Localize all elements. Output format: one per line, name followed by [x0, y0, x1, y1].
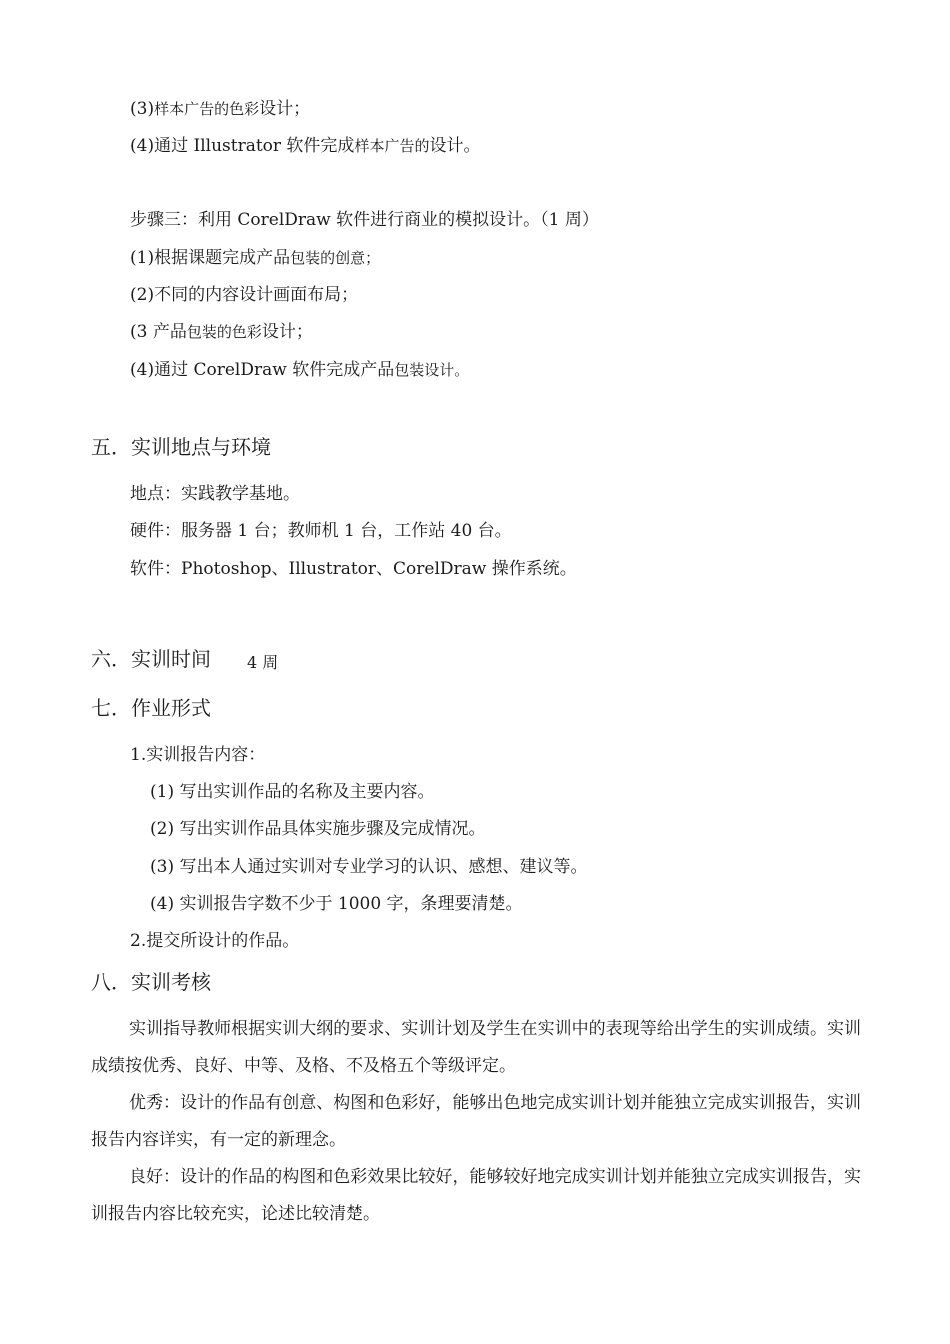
section7-sub2: (2) 写出实训作品具体实施步骤及完成情况。	[150, 819, 486, 839]
step2-item4-rest: 设计。	[429, 136, 481, 156]
step3-item1	[130, 246, 380, 270]
section5-heading: 五．实训地点与环境	[91, 435, 271, 459]
step3-item3	[130, 320, 313, 344]
section8-para2: 优秀：设计的作品有创意、构图和色彩好，能够出色地完成实训计划并能独立完成实训报告，实训报告内容详实，有一定的新理念。	[91, 1093, 861, 1150]
section5-hardware: 硬件：服务器 1 台；教师机 1 台，工作站 40 台。	[130, 521, 512, 541]
step3-item2: (2)不同的内容设计画面布局；	[130, 285, 359, 305]
step2-item3-rest: 设计；	[259, 99, 311, 119]
step3-item4-main: (4)通过 CorelDraw 软件完成产品	[130, 360, 395, 380]
section7-item1: 1.实训报告内容：	[130, 745, 266, 765]
step3-item1-small: 包装的创意；	[290, 249, 381, 267]
section5-location: 地点：实践教学基地。	[130, 484, 300, 504]
section8-heading: 八．实训考核	[91, 970, 211, 994]
step3-title: 步骤三：利用 CorelDraw 软件进行商业的模拟设计。（1 周）	[130, 210, 599, 230]
step3-item4-small: 包装设计。	[394, 361, 470, 379]
section6-value: 4 周	[247, 653, 279, 672]
section6-heading: 六．实训时间	[91, 647, 211, 671]
step2-item3	[130, 97, 310, 121]
section8-para3: 良好：设计的作品的构图和色彩效果比较好，能够较好地完成实训计划并能独立完成实训报告，实训报告内容比较充实，论述比较清楚。	[91, 1167, 861, 1224]
section7-sub3: (3) 写出本人通过实训对专业学习的认识、感想、建议等。	[150, 857, 588, 877]
step3-item1-main: (1)根据课题完成产品	[130, 248, 291, 268]
step2-item4-small: 样本广告的	[354, 137, 430, 155]
step3-item4	[130, 358, 469, 382]
section5-software: 软件：Photoshop、Illustrator、CorelDraw 操作系统。	[130, 559, 577, 579]
step2-item3-prefix: (3)	[130, 99, 155, 119]
section7-item2: 2.提交所设计的作品。	[130, 931, 300, 951]
section8-para1: 实训指导教师根据实训大纲的要求、实训计划及学生在实训中的表现等给出学生的实训成绩。实训成绩按优秀、良好、中等、及格、不及格五个等级评定。	[91, 1019, 861, 1076]
step2-item4	[130, 134, 480, 158]
step2-item4-main: (4)通过 Illustrator 软件完成	[130, 136, 355, 156]
step3-item3-rest: 设计；	[261, 322, 313, 342]
step2-item3-small: 样本广告的色彩	[154, 100, 260, 118]
section7-sub4: (4) 实训报告字数不少于 1000 字，条理要清楚。	[150, 894, 523, 914]
section7-heading: 七．作业形式	[91, 696, 211, 720]
step3-item3-main: (3 产品	[130, 322, 187, 342]
step3-item3-small: 包装的色彩	[186, 323, 262, 341]
section7-sub1: (1) 写出实训作品的名称及主要内容。	[150, 782, 435, 802]
